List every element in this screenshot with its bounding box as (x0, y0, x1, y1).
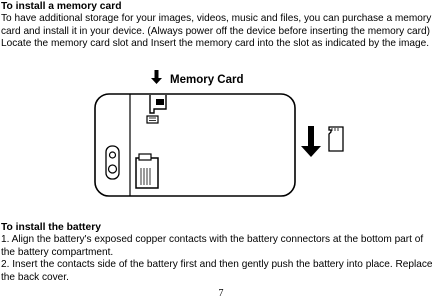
phone-body (95, 94, 295, 196)
memory-card-label-arrow-icon (151, 70, 162, 84)
memory-card-line-1: To have additional storage for your images, videos, music and files, you can purchase a memory (1, 13, 432, 24)
insert-card-arrow-icon (301, 126, 321, 157)
battery-line-3: 2. Insert the contacts side of the battery first and then gently push the battery into place. Replace (1, 259, 433, 271)
memory-card-label: Memory Card (170, 74, 244, 86)
page-number: 7 (218, 288, 224, 299)
battery-line-2: the battery compartment. (1, 246, 114, 258)
memory-card-instructions (1, 13, 442, 51)
memory-card-line-3: Locate the memory card slot and Insert the memory card into the slot as indicated by the image. (1, 38, 430, 50)
battery-line-4: the back cover. (1, 272, 69, 284)
battery-instructions (1, 234, 442, 285)
memory-card-line-2: card and install it in your device. (Always power off the device before inserting the memory card) (1, 25, 430, 37)
memory-card-installation-figure (94, 68, 374, 198)
micro-sd-card-icon (329, 127, 343, 151)
battery-heading: To install the battery (1, 222, 101, 233)
battery-line-1: 1. Align the battery's exposed copper contacts with the battery connectors at the bottom part of (1, 234, 424, 245)
memory-card-heading: To install a memory card (1, 1, 122, 12)
